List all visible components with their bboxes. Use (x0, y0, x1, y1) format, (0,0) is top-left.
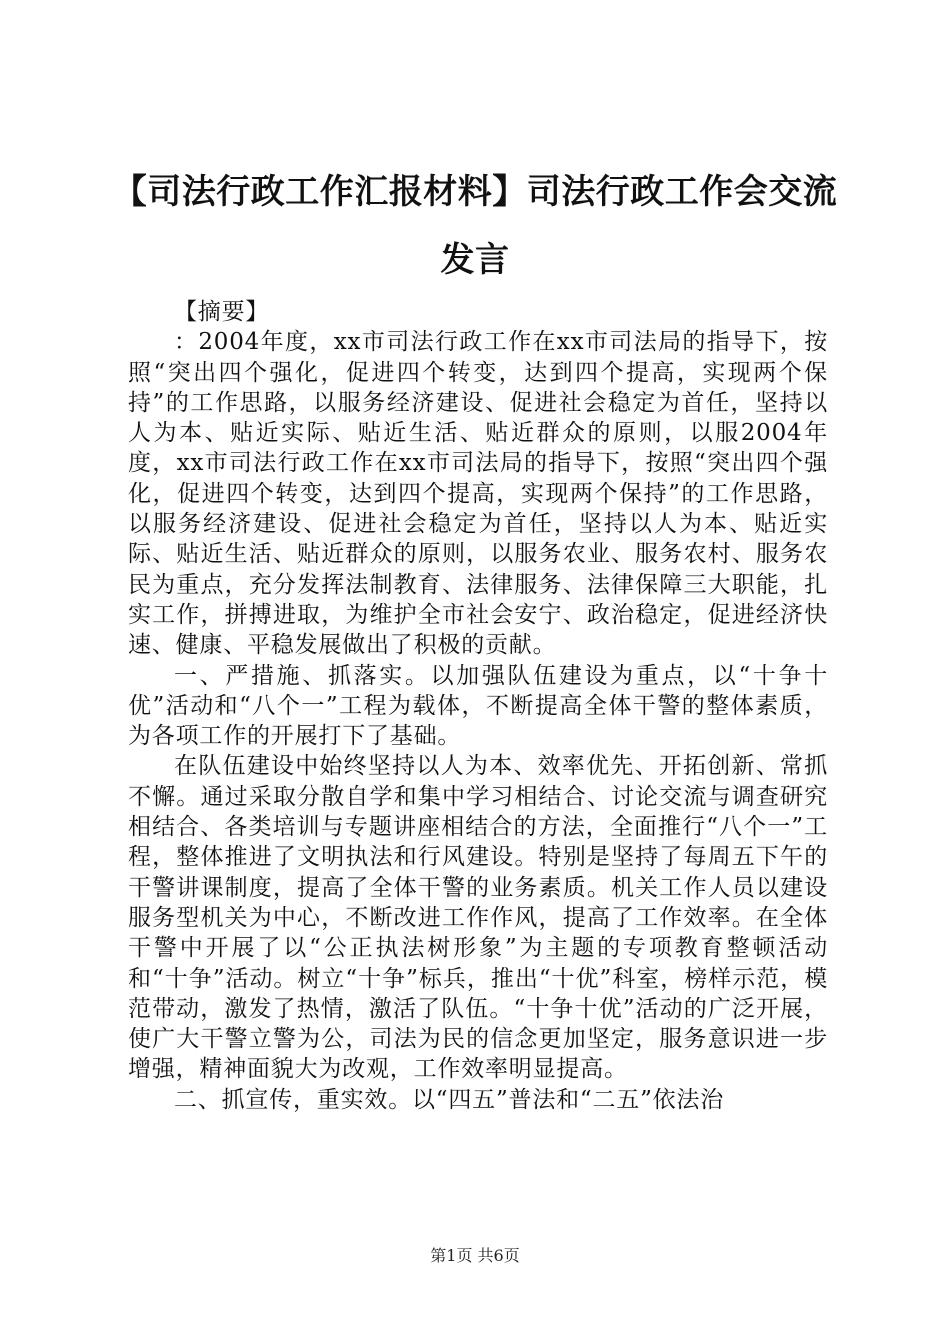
document-body (128, 297, 828, 1115)
document-title: 【司法行政工作汇报材料】司法行政工作会交流发言 (112, 172, 838, 280)
abstract-label: 【摘要】 (174, 299, 270, 325)
paragraph-section-2: 二、抓宣传，重实效。以“四五”普法和“二五”依法治 (174, 1086, 725, 1113)
paragraph-abstract: ：2004年度，xx市司法行政工作在xx市司法局的指导下，按照“突出四个强化，促进四个转变，达到四个提高，实现两个保持”的工作思路，以服务经济建设、促进社会稳定为首任，坚持以人为本、贴近实际、贴近生活、贴近群众的原则，以服2004年度，xx市司法行政工作在xx市司法局的指导下，按照“突出四个强化，促进四个转变，达到四个提高，实现两个保持”的工作思路，以服务经济建设、促进社会稳定为首任，坚持以人为本、贴近实际、贴近生活、贴近群众的原则，以服务农业、服务农村、服务农民为重点，充分发挥法制教育、法律服务、法律保障三大职能，扎实工作，拼搏进取，为维护全市社会安宁、政治稳定，促进经济快速、健康、平稳发展做出了积极的贡献。 (128, 329, 828, 659)
paragraph-team-building: 在队伍建设中始终坚持以人为本、效率优先、开拓创新、常抓不懈。通过采取分散自学和集中学习相结合、讨论交流与调查研究相结合、各类培训与专题讲座相结合的方法，全面推行“八个一”工程，整体推进了文明执法和行风建设。特别是坚持了每周五下午的干警讲课制度，提高了全体干警的业务素质。机关工作人员以建设服务型机关为中心，不断改进工作作风，提高了工作效率。在全体干警中开展了以“公正执法树形象”为主题的专项教育整顿活动和“十争”活动。树立“十争”标兵，推出“十优”科室，榜样示范，模范带动，激发了热情，激活了队伍。“十争十优”活动的广泛开展，使广大干警立警为公，司法为民的信念更加坚定，服务意识进一步增强，精神面貌大为改观，工作效率明显提高。 (128, 753, 828, 1083)
paragraph-section-1: 一、严措施、抓落实。以加强队伍建设为重点，以“十争十优”活动和“八个一”工程为载体，不断提高全体干警的整体素质，为各项工作的开展打下了基础。 (128, 662, 828, 750)
page-number: 第1页 共6页 (430, 1246, 520, 1265)
